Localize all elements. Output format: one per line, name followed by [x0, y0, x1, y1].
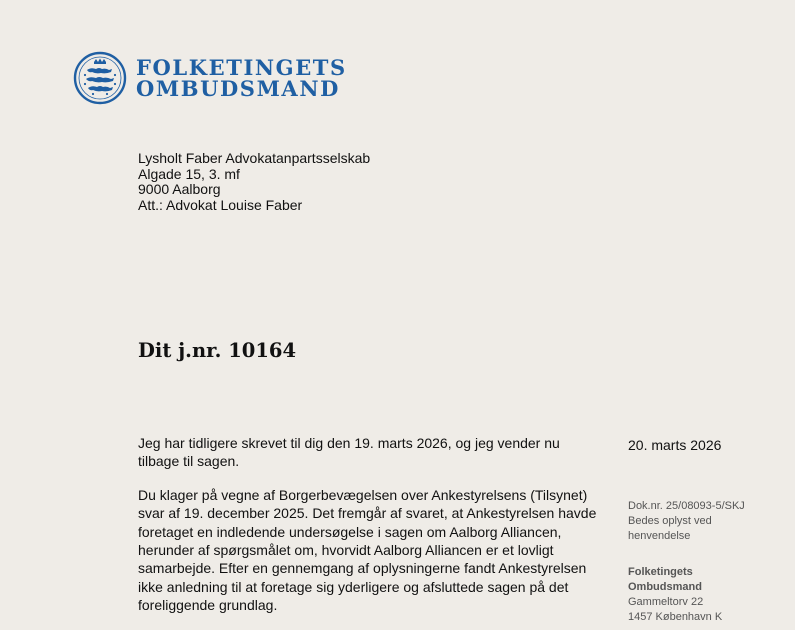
- logo-line-1: FOLKETINGETS: [136, 55, 347, 80]
- reference-note-1: Bedes oplyst ved: [628, 515, 712, 527]
- letter-heading: Dit j.nr. 10164: [138, 339, 297, 362]
- body-paragraph-1: Jeg har tidligere skrevet til dig den 19. marts 2026, og jeg vender nu tilbage til sagen.: [138, 435, 560, 470]
- logo: [73, 51, 347, 105]
- sender-city: 1457 København K: [628, 611, 723, 623]
- letter-sidebar: [628, 437, 788, 625]
- sender-address: [628, 565, 788, 625]
- recipient-address: [138, 151, 370, 213]
- ombudsman-emblem-icon: [73, 51, 127, 105]
- recipient-city: 9000 Aalborg: [138, 181, 221, 197]
- letter-body: [138, 434, 603, 630]
- recipient-name: Lysholt Faber Advokatanpartsselskab: [138, 150, 371, 166]
- sender-name-1: Folketingets: [628, 566, 693, 578]
- recipient-att: Att.: Advokat Louise Faber: [138, 196, 303, 213]
- recipient-street: Algade 15, 3. mf: [138, 165, 240, 182]
- sender-street: Gammeltorv 22: [628, 596, 704, 608]
- document-reference: [628, 499, 788, 544]
- logo-line-2: OMBUDSMAND: [136, 76, 340, 101]
- reference-note-2: henvendelse: [628, 530, 691, 542]
- logo-wordmark: [136, 57, 347, 99]
- sender-name-2: Ombudsmand: [628, 581, 702, 593]
- body-paragraph-2: Du klager på vegne af Borgerbevægelsen over Ankestyrelsens (Tilsynet) svar af 19. december 2025. Det fremgår af svaret, at Ankestyrelsen havde foretaget en indledende undersøgelse i sagen om Aalborg Alliancen, herunder af spørgsmålet om, hvorvidt Aalborg Alliancen er et lovligt samarbejde. Efter en gennemgang af oplysningerne fandt Ankestyrelsen ikke anledning til at foretage sig yderligere og afsluttede sagen på det foreliggende grundlag.: [138, 486, 597, 614]
- document-number: Dok.nr. 25/08093-5/SKJ: [628, 500, 745, 512]
- letter-date: 20. marts 2026: [628, 437, 722, 453]
